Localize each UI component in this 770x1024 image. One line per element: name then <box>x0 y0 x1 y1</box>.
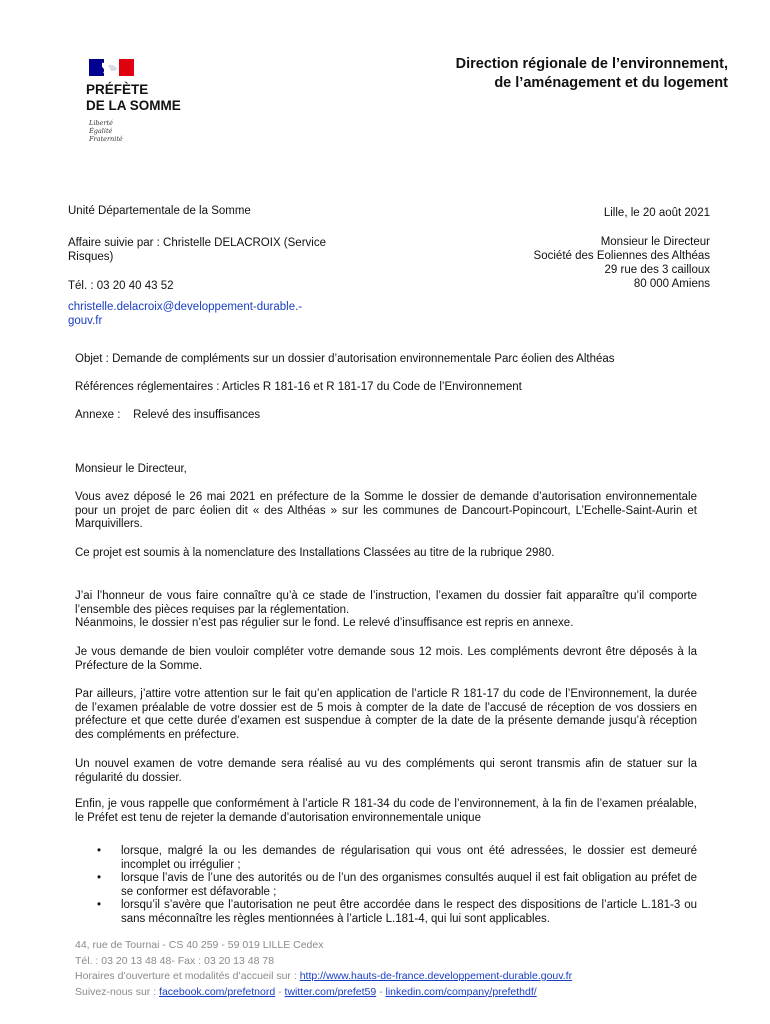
motto-egalite: Égalité <box>89 127 113 135</box>
footer-phone-fax: Tél. : 03 20 13 48 48- Fax : 03 20 13 48 78 <box>75 954 275 967</box>
paragraph-5: Par ailleurs, j’attire votre attention sur le fait qu’en application de l’article R 181-17 du code de l’Environnement, la durée de l’examen préalable de votre dossier est de 5 mois à compter de la date de l’accusé de réception de vos dossiers en préfecture et que cette durée d’examen est suspendue à compter de la date de la présente demande jusqu’à réception des compléments en préfecture. <box>75 688 697 741</box>
list-item <box>75 872 697 899</box>
subject-annexe: Annexe : Relevé des insuffisances <box>75 409 261 421</box>
footer-social <box>75 985 572 1001</box>
subject-references: Références réglementaires : Articles R 181-16 et R 181-17 du Code de l’Environnement <box>75 381 522 393</box>
rejection-conditions-list <box>75 845 697 926</box>
sender-email-line-2: gouv.fr <box>68 315 103 327</box>
paragraph-3a: J’ai l’honneur de vous faire connaître qu’à ce stade de l’instruction, l’examen du dossier fait apparaître qu’il comporte l’ensemble des pièces requises par la réglementation. <box>75 590 697 616</box>
motto-liberte: Liberté <box>89 119 113 127</box>
subject-objet: Objet : Demande de compléments sur un dossier d’autorisation environnementale Parc éolien des Althéas <box>75 353 615 365</box>
facebook-link[interactable]: facebook.com/prefetnord <box>159 985 276 998</box>
sender-email-line-1: christelle.delacroix@developpement-durable.- <box>68 301 303 313</box>
recipient-line-1: Monsieur le Directeur <box>600 236 710 248</box>
footer-address: 44, rue de Tournai - CS 40 259 - 59 019 LILLE Cedex <box>75 939 324 951</box>
prefecture-name <box>86 82 181 114</box>
footer <box>75 938 572 1000</box>
direction-title <box>456 55 728 93</box>
prefecture-line-2: DE LA SOMME <box>86 98 181 113</box>
sender-email[interactable] <box>68 300 302 328</box>
footer-follow-label: Suivez-nous sur : <box>75 985 160 998</box>
bullet-icon: • <box>97 845 102 857</box>
sender-phone: Tél. : 03 20 40 43 52 <box>68 280 174 292</box>
direction-line-1: Direction régionale de l’environnement, <box>455 56 728 72</box>
list-item-text: lorsque l’avis de l’une des autorités ou de l’un des organismes consultés auquel il est fait obligation au préfet de se conformer est défavorable ; <box>121 872 697 898</box>
salutation: Monsieur le Directeur, <box>75 463 187 475</box>
footer-hours-link[interactable]: http://www.hauts-de-france.developpement-durable.gouv.fr <box>299 970 573 982</box>
footer-hours <box>75 969 572 985</box>
sender-followed-by: Affaire suivie par : Christelle DELACROIX (Service Risques) <box>68 237 326 263</box>
paragraph-3b: Néanmoins, le dossier n’est pas régulier sur le fond. Le relevé d’insuffisance est repris en annexe. <box>75 617 574 629</box>
marianne-flag-icon <box>89 59 134 76</box>
separator: - <box>275 985 285 998</box>
separator: - <box>376 985 386 998</box>
prefecture-line-1: PRÉFÈTE <box>86 82 149 97</box>
motto-fraternite: Fraternité <box>89 135 123 143</box>
bullet-icon: • <box>97 899 102 911</box>
paragraph-7: Enfin, je vous rappelle que conformément à l’article R 181-34 du code de l’environnement, à la fin de l’examen préalable, le Préfet est tenu de rejeter la demande d’autorisation environnementale unique <box>75 798 697 824</box>
sender-unit: Unité Départementale de la Somme <box>68 205 251 217</box>
list-item <box>75 845 697 872</box>
bullet-icon: • <box>97 872 102 884</box>
letter-date: Lille, le 20 août 2021 <box>603 207 710 219</box>
footer-hours-label: Horaires d’ouverture et modalités d’accueil sur : <box>75 970 300 982</box>
list-item-text: lorsqu’il s’avère que l’autorisation ne peut être accordée dans le respect des dispositions de l’article L.181-3 ou sans méconnaître les règles mentionnées à l’article L.181-4, qui lui sont applicables. <box>121 899 697 925</box>
paragraph-3 <box>75 590 697 631</box>
paragraph-2: Ce projet est soumis à la nomenclature des Installations Classées au titre de la rubrique 2980. <box>75 547 555 559</box>
recipient-line-4: 80 000 Amiens <box>633 278 710 290</box>
twitter-link[interactable]: twitter.com/prefet59 <box>284 985 377 998</box>
paragraph-6: Un nouvel examen de votre demande sera réalisé au vu des compléments qui seront transmis afin de statuer sur la régularité du dossier. <box>75 758 697 784</box>
recipient-line-2: Société des Eoliennes des Althéas <box>533 250 710 262</box>
republic-motto <box>89 119 123 143</box>
direction-line-2: de l’aménagement et du logement <box>494 75 728 91</box>
linkedin-link[interactable]: linkedin.com/company/prefethdf/ <box>385 985 537 998</box>
list-item <box>75 899 697 926</box>
list-item-text: lorsque, malgré la ou les demandes de régularisation qui vous ont été adressées, le dossier est demeuré incomplet ou irrégulier ; <box>121 845 697 871</box>
paragraph-4: Je vous demande de bien vouloir compléter votre demande sous 12 mois. Les compléments devront être déposés à la Préfecture de la Somme. <box>75 646 697 672</box>
recipient-address <box>534 235 710 291</box>
paragraph-1: Vous avez déposé le 26 mai 2021 en préfecture de la Somme le dossier de demande d’autorisation environnementale pour un projet de parc éolien dit « des Althéas » sur les communes de Dancourt-Popincourt, L’Echelle-Saint-Aurin et Marquivillers. <box>75 491 697 530</box>
recipient-line-3: 29 rue des 3 cailloux <box>604 264 710 276</box>
